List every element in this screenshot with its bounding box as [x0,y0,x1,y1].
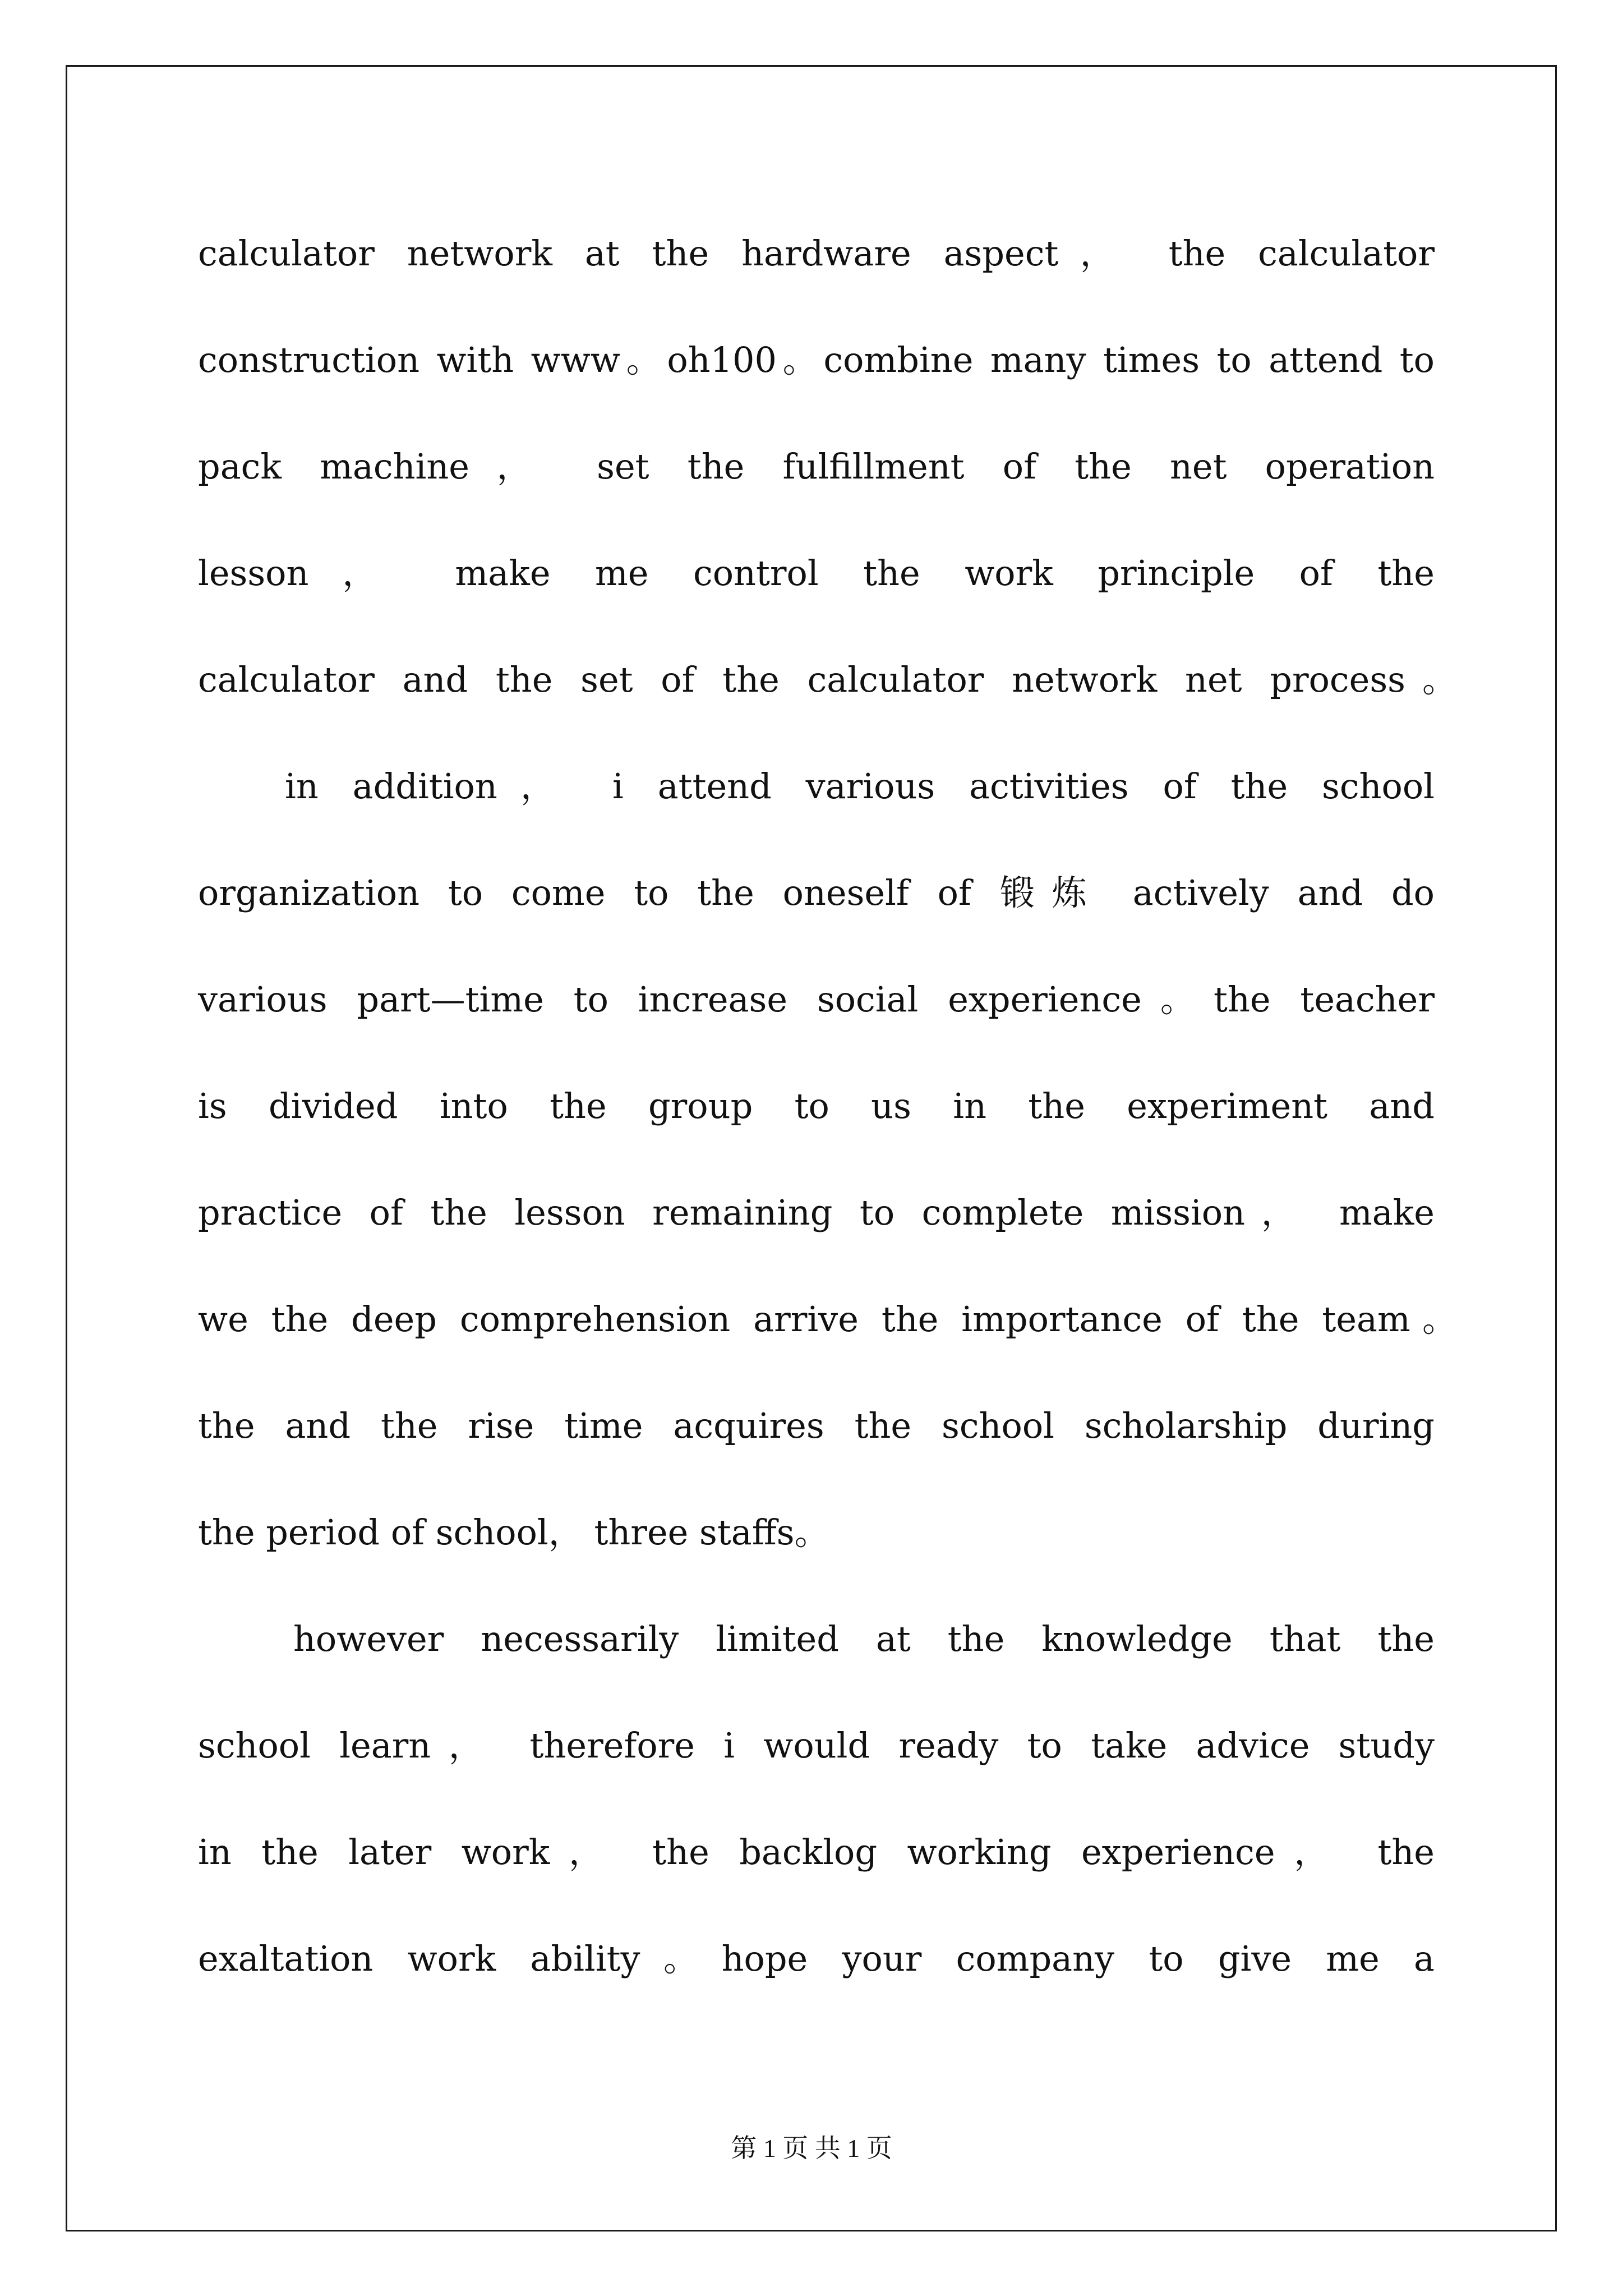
text-line: calculator network at the hardware aspect， the calculator [198,233,1435,274]
text-line: organization to come to the oneself of 锻炼 actively and do [198,872,1435,913]
text-line: is divided into the group to us in the experiment and [198,1085,1435,1126]
text-line: in the later work， the backlog working experience， the [198,1832,1435,1872]
text-line: pack machine， set the fulfillment of the net operation [198,446,1435,487]
text-line: construction with www。oh100。combine many times to attend to [198,339,1435,380]
text-line: calculator and the set of the calculator network net process。 [198,659,1457,700]
page-number-footer: 第 1 页 共 1 页 [731,2134,892,2162]
text-line: practice of the lesson remaining to complete mission， make [198,1192,1435,1233]
paragraph-first-line: in addition， i attend various activities of the school [285,766,1435,807]
text-line: school learn， therefore i would ready to take advice study [198,1725,1435,1766]
text-line: we the deep comprehension arrive the importance of the team。 [198,1299,1457,1340]
paragraph-first-line: however necessarily limited at the knowledge that the [293,1618,1435,1659]
text-line: exaltation work ability。hope your company to give me a [198,1938,1435,1979]
text-line: various part—time to increase social experience。the teacher [198,979,1435,1020]
paragraph-last-line: the period of school， three staffs。 [198,1512,829,1553]
text-line: the and the rise time acquires the school scholarship during [198,1405,1435,1446]
text-line: lesson， make me control the work principle of the [198,553,1435,593]
